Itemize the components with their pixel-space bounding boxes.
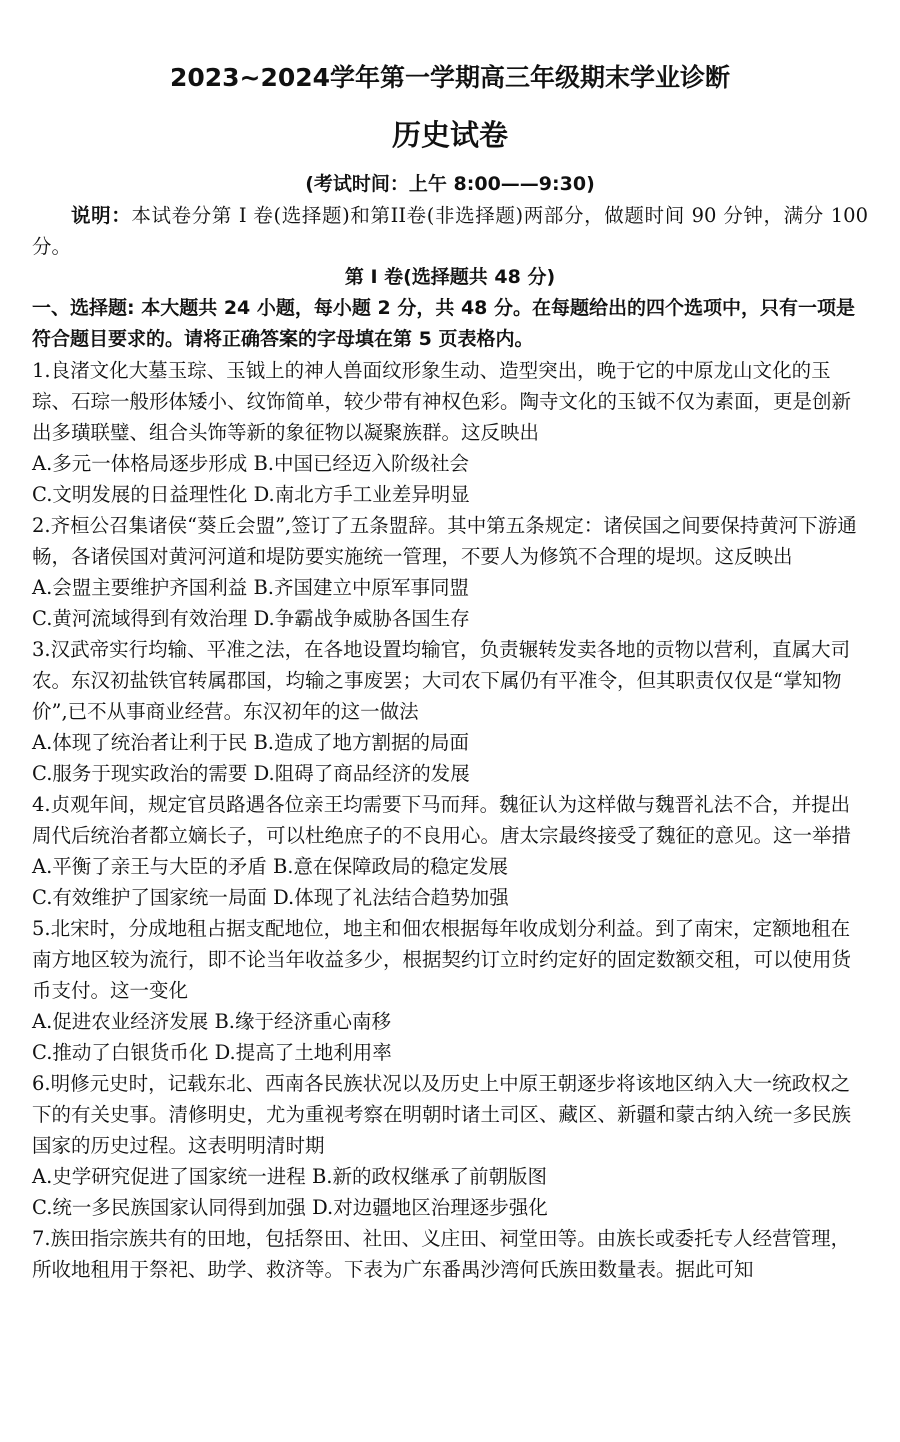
question-stem: 5.北宋时，分成地租占据支配地位，地主和佃农根据每年收成划分利益。到了南宋，定额地租在南方地区较为流行，即不论当年收益多少，根据契约订立时约定好的固定数额交租，可以使用货币支付。这一变化	[32, 917, 852, 1002]
question-stem: 2.齐桓公召集诸侯“葵丘会盟”,签订了五条盟辞。其中第五条规定：诸侯国之间要保持黄河下游通畅，各诸侯国对黄河河道和堤防要实施统一管理，不要人为修筑不合理的堤坝。这反映出	[32, 514, 857, 568]
question-stem: 3.汉武帝实行均输、平准之法，在各地设置均输官，负责辗转发卖各地的贡物以营利，直属大司农。东汉初盐铁官转属郡国，均输之事废罢；大司农下属仍有平准令，但其职责仅仅是“掌知物价”,已不从事商业经营。东汉初年的这一做法	[32, 638, 851, 723]
question-5	[32, 913, 868, 1068]
question-options: C.黄河流域得到有效治理 D.争霸战争威胁各国生存	[32, 607, 470, 630]
question-3	[32, 634, 868, 789]
question-options: C.推动了白银货币化 D.提高了土地利用率	[32, 1041, 392, 1064]
question-stem: 7.族田指宗族共有的田地，包括祭田、社田、义庄田、祠堂田等。由族长或委托专人经营管理，所收地租用于祭祀、助学、救济等。下表为广东番禺沙湾何氏族田数量表。据此可知	[32, 1227, 851, 1281]
question-options: C.服务于现实政治的需要 D.阻碍了商品经济的发展	[32, 762, 470, 785]
note-text: 本试卷分第 I 卷(选择题)和第II卷(非选择题)两部分，做题时间 90 分钟，满分 100 分。	[32, 204, 868, 258]
question-2	[32, 510, 868, 634]
exam-time: (考试时间：上午 8:00——9:30)	[305, 173, 595, 195]
question-options: A.促进农业经济发展 B.缘于经济重心南移	[32, 1010, 392, 1033]
exam-note	[32, 200, 868, 262]
question-options: A.体现了统治者让利于民 B.造成了地方割据的局面	[32, 731, 470, 754]
question-options: C.有效维护了国家统一局面 D.体现了礼法结合趋势加强	[32, 886, 509, 909]
question-options: A.会盟主要维护齐国利益 B.齐国建立中原军事同盟	[32, 576, 470, 599]
question-options: A.多元一体格局逐步形成 B.中国已经迈入阶级社会	[32, 452, 470, 475]
question-options: A.史学研究促进了国家统一进程 B.新的政权继承了前朝版图	[32, 1165, 548, 1188]
exam-subject: 历史试卷	[391, 118, 508, 152]
question-list	[32, 355, 868, 1285]
section-title: 第 I 卷(选择题共 48 分)	[344, 266, 556, 288]
question-stem: 4.贞观年间，规定官员路遇各位亲王均需要下马而拜。魏征认为这样做与魏晋礼法不合，并提出周代后统治者都立嫡长子，可以杜绝庶子的不良用心。唐太宗最终接受了魏征的意见。这一举措	[32, 793, 852, 847]
question-7	[32, 1223, 868, 1285]
exam-title: 2023~2024学年第一学期高三年级期末学业诊断	[169, 63, 731, 92]
question-stem: 6.明修元史时，记载东北、西南各民族状况以及历史上中原王朝逐步将该地区纳入大一统政权之下的有关史事。清修明史，尤为重视考察在明朝时诸土司区、藏区、新疆和蒙古纳入统一多民族国家的历史过程。这表明明清时期	[32, 1072, 852, 1157]
question-1	[32, 355, 868, 510]
question-6	[32, 1068, 868, 1223]
question-4	[32, 789, 868, 913]
question-options: C.文明发展的日益理性化 D.南北方手工业差异明显	[32, 483, 470, 506]
question-options: A.平衡了亲王与大臣的矛盾 B.意在保障政局的稳定发展	[32, 855, 509, 878]
question-options: C.统一多民族国家认同得到加强 D.对边疆地区治理逐步强化	[32, 1196, 548, 1219]
note-label: 说明：	[71, 204, 132, 227]
question-stem: 1.良渚文化大墓玉琮、玉钺上的神人兽面纹形象生动、造型突出，晚于它的中原龙山文化的玉琮、石琮一般形体矮小、纹饰简单，较少带有神权色彩。陶寺文化的玉钺不仅为素面，更是创新出多璜联璧、组合头饰等新的象征物以凝聚族群。这反映出	[32, 359, 852, 444]
section-instruction: 一、选择题: 本大题共 24 小题，每小题 2 分，共 48 分。在每题给出的四个选项中，只有一项是符合题目要求的。请将正确答案的字母填在第 5 页表格内。	[32, 297, 856, 350]
